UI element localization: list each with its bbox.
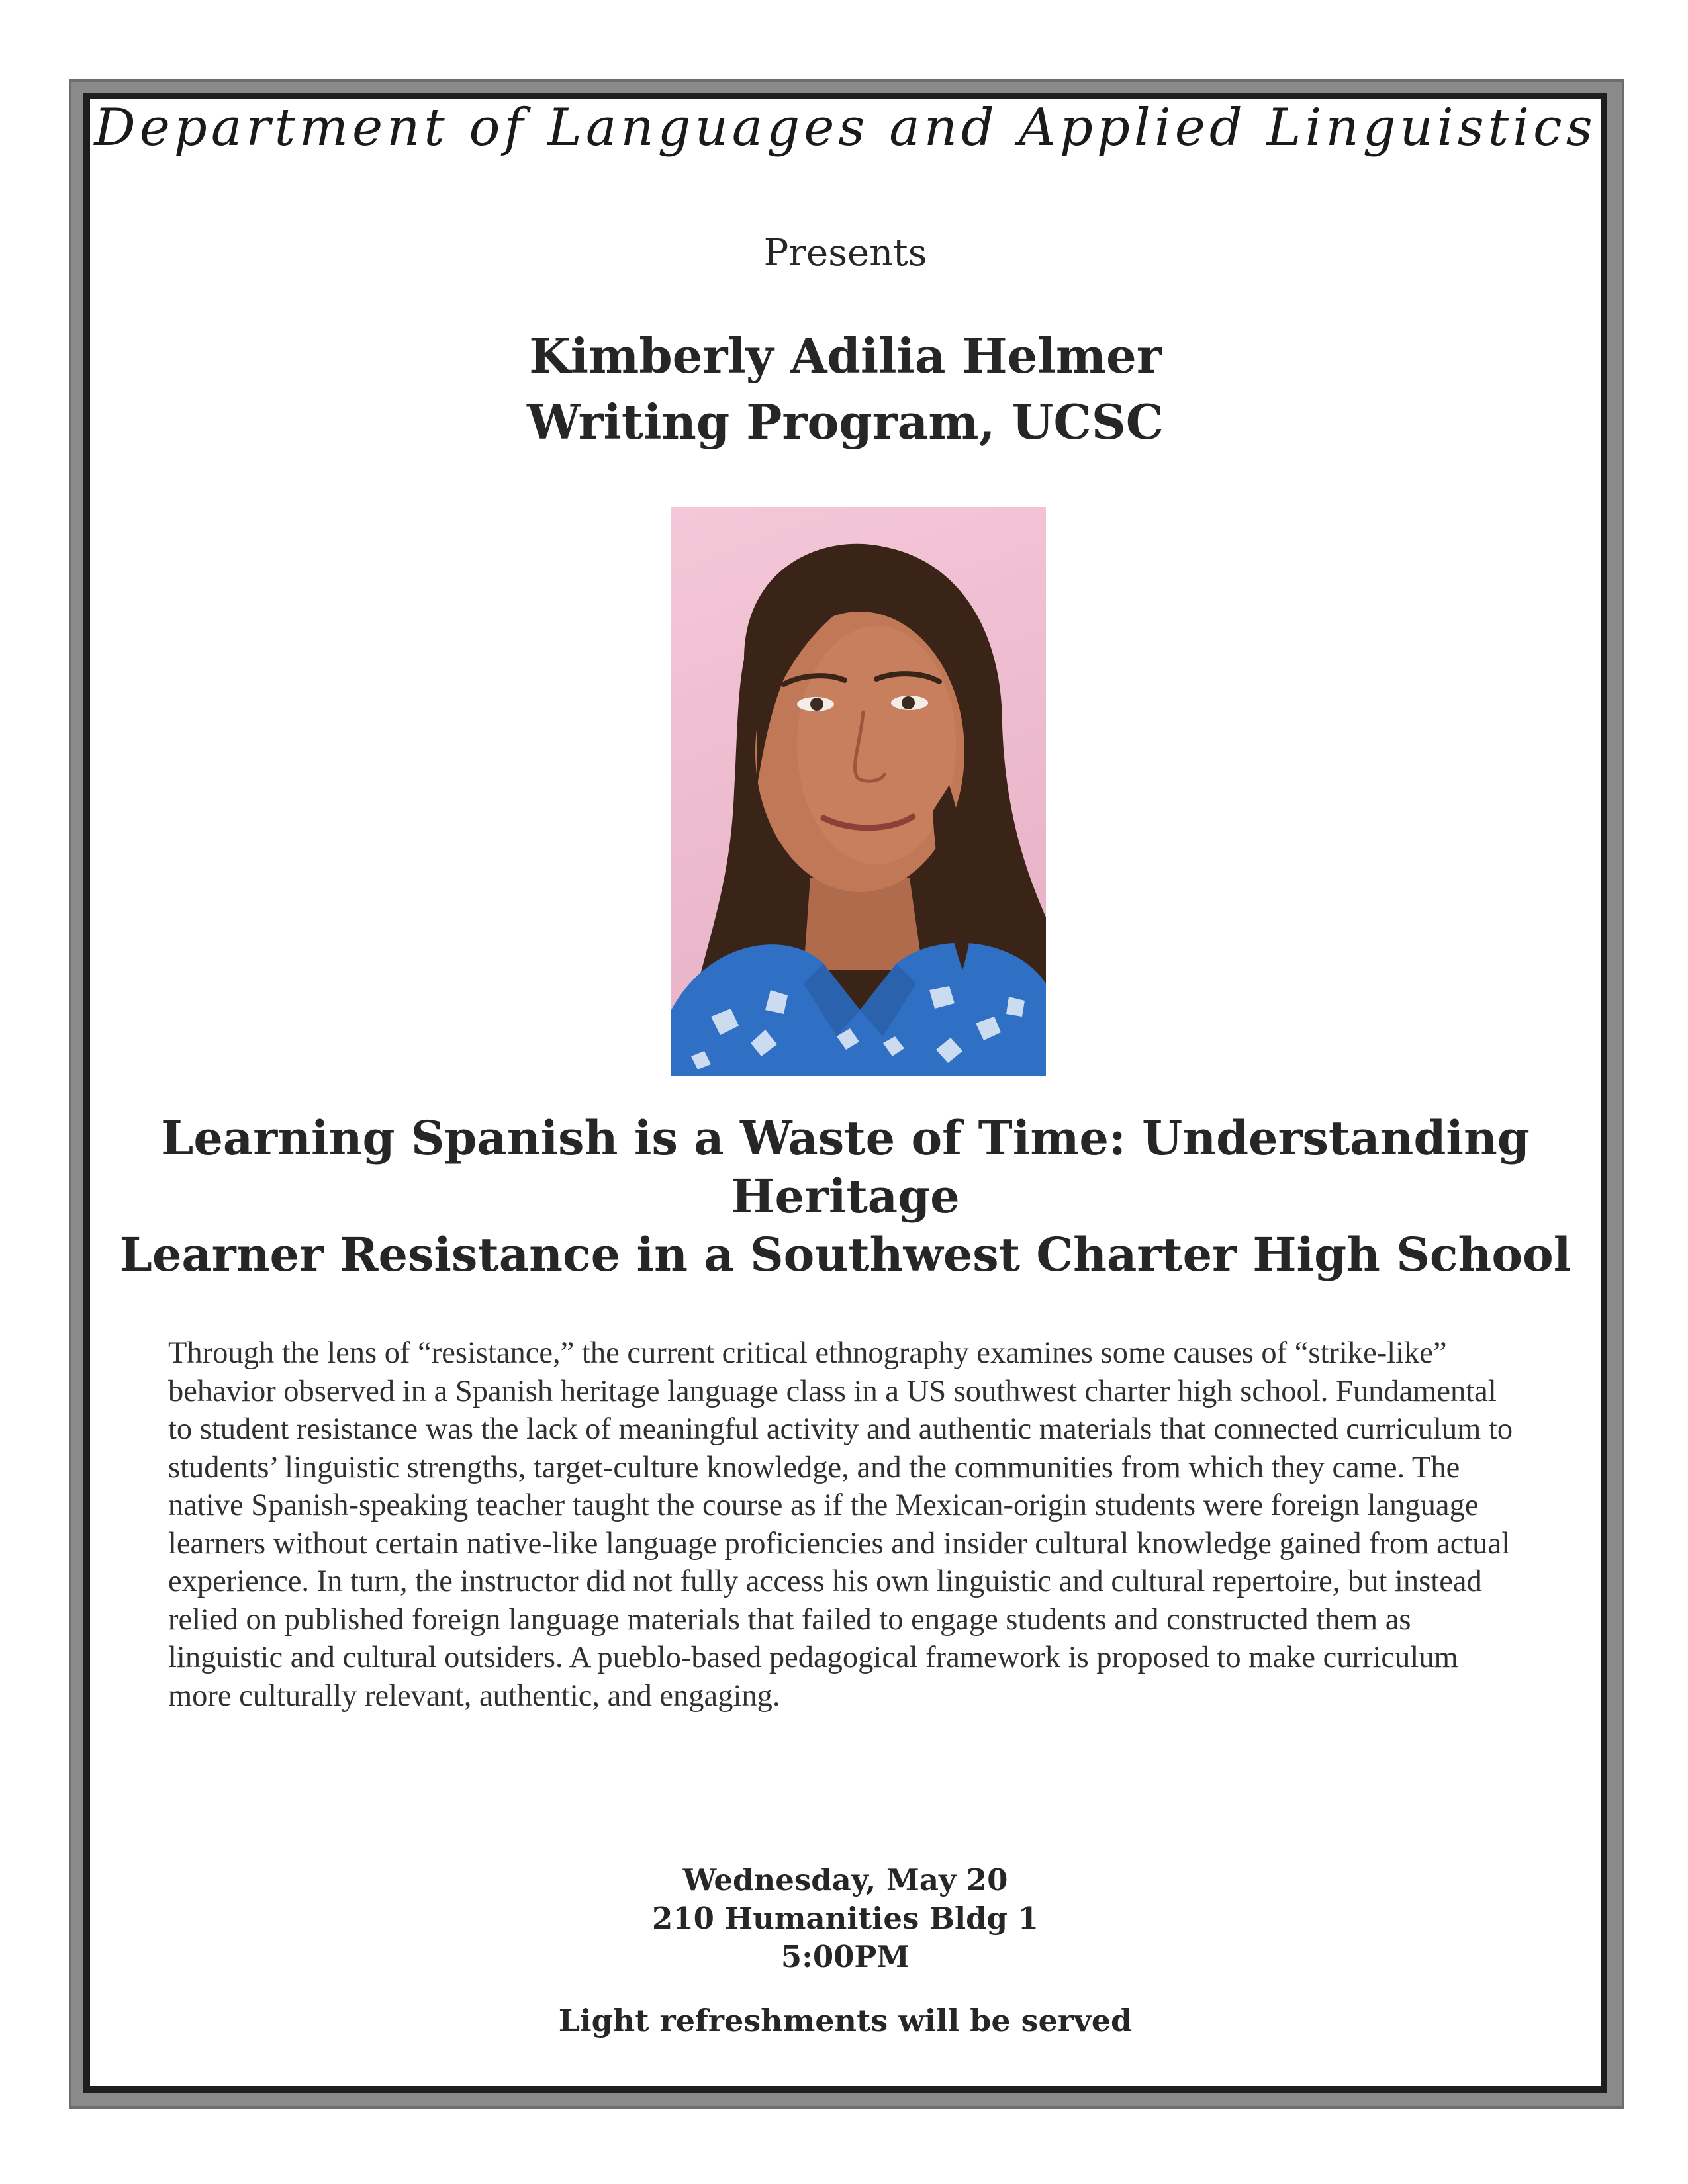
event-date: Wednesday, May 20 (682, 1862, 1008, 1897)
speaker-name: Kimberly Adilia Helmer (529, 328, 1162, 384)
presents-label: Presents (763, 232, 927, 275)
department-heading: Department of Languages and Applied Linguistics (94, 98, 1597, 158)
talk-title (90, 1109, 1601, 1284)
event-details (90, 1861, 1601, 1976)
refreshments-note: Light refreshments will be served (558, 2003, 1133, 2038)
event-time: 5:00PM (780, 1939, 910, 1974)
talk-title-line-1: Learning Spanish is a Waste of Time: Understanding Heritage (161, 1111, 1530, 1224)
talk-title-line-2: Learner Resistance in a Southwest Charter High School (119, 1227, 1571, 1282)
talk-abstract: Through the lens of “resistance,” the current critical ethnography examines some causes of “strike-like” behavior observed in a Spanish heritage language class in a US southwest charter high school. Fundamental to student resistance was the lack of meaningful activity and authentic materials that connected curriculum to students’ linguistic strengths, target-culture knowledge, and the communities from which they came. The native Spanish-speaking teacher taught the course as if the Mexican-origin students were foreign language learners without certain native-like language proficiencies and insider cultural knowledge gained from actual experience. In turn, the instructor did not fully access his own linguistic and cultural repertoire, but instead relied on published foreign language materials that failed to engage students and constructed them as linguistic and cultural outsiders. A pueblo-based pedagogical framework is proposed to make curriculum more culturally relevant, authentic, and engaging. (168, 1336, 1513, 1713)
speaker-photo (671, 507, 1046, 1076)
event-location: 210 Humanities Bldg 1 (652, 1901, 1039, 1936)
speaker-affiliation: Writing Program, UCSC (526, 394, 1164, 450)
speaker-block (90, 323, 1601, 455)
